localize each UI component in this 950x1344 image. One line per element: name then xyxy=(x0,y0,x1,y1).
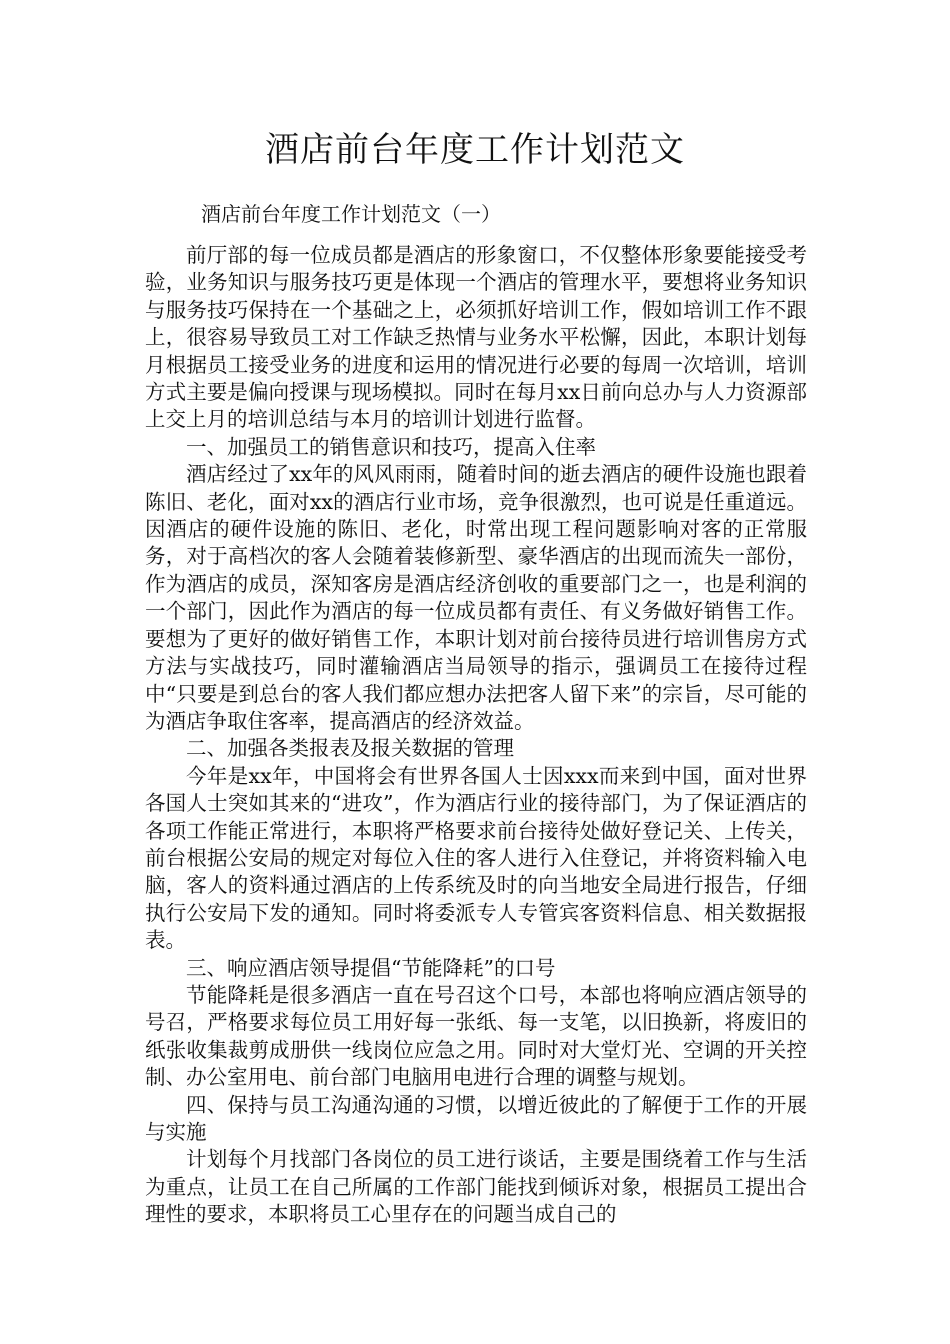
section-heading-3: 三、响应酒店领导提倡“节能降耗”的口号 xyxy=(186,955,556,980)
paragraph-section-2: 今年是xx年，中国将会有世界各国人士因xxx而来到中国，面对世界各国人士突如其来的“进攻”，作为酒店行业的接待部门，为了保证酒店的各项工作能正常进行，本职将严格要求前台接待处做好登记关、上传关，前台根据公安局的规定对每位入住的客人进行入住登记，并将资料输入电脑，客人的资料通过酒店的上传系统及时的向当地安全局进行报告，仔细执行公安局下发的通知。同时将委派专人专管宾客资料信息、相关数据报表。 xyxy=(145,763,807,953)
section-heading-1: 一、加强员工的销售意识和技巧，提高入住率 xyxy=(186,434,596,459)
document-title: 酒店前台年度工作计划范文 xyxy=(265,130,685,170)
section-heading-4: 四、保持与员工沟通沟通的习惯，以增近彼此的了解便于工作的开展与实施 xyxy=(145,1092,807,1144)
document-body xyxy=(145,242,807,1229)
section-heading-2: 二、加强各类报表及报关数据的管理 xyxy=(186,736,514,761)
paragraph-section-4: 计划每个月找部门各岗位的员工进行谈话，主要是围绕着工作与生活为重点，让员工在自己所属的工作部门能找到倾诉对象，根据员工提出合理性的要求，本职将员工心里存在的问题当成自己的 xyxy=(145,1147,807,1227)
document-subtitle: 酒店前台年度工作计划范文（一） xyxy=(201,202,501,226)
paragraph-intro: 前厅部的每一位成员都是酒店的形象窗口，不仅整体形象要能接受考验，业务知识与服务技巧更是体现一个酒店的管理水平，要想将业务知识与服务技巧保持在一个基础之上，必须抓好培训工作，假如培训工作不跟上，很容易导致员工对工作缺乏热情与业务水平松懈，因此，本职计划每月根据员工接受业务的进度和运用的情况进行必要的每周一次培训，培训方式主要是偏向授课与现场模拟。同时在每月xx日前向总办与人力资源部上交上月的培训总结与本月的培训计划进行监督。 xyxy=(145,243,807,432)
paragraph-section-1: 酒店经过了xx年的风风雨雨，随着时间的逝去酒店的硬件设施也跟着陈旧、老化，面对xx的酒店行业市场，竞争很激烈，也可说是任重道远。因酒店的硬件设施的陈旧、老化，时常出现工程问题影响对客的正常服务，对于高档次的客人会随着装修新型、豪华酒店的出现而流失一部份，作为酒店的成员，深知客房是酒店经济创收的重要部门之一，也是利润的一个部门，因此作为酒店的每一位成员都有责任、有义务做好销售工作。要想为了更好的做好销售工作，本职计划对前台接待员进行培训售房方式方法与实战技巧，同时灌输酒店当局领导的指示，强调员工在接待过程中“只要是到总台的客人我们都应想办法把客人留下来”的宗旨，尽可能的为酒店争取住客率，提高酒店的经济效益。 xyxy=(145,462,807,733)
paragraph-section-3: 节能降耗是很多酒店一直在号召这个口号，本部也将响应酒店领导的号召，严格要求每位员工用好每一张纸、每一支笔，以旧换新，将废旧的纸张收集裁剪成册供一线岗位应急之用。同时对大堂灯光、空调的开关控制、办公室用电、前台部门电脑用电进行合理的调整与规划。 xyxy=(145,982,807,1090)
